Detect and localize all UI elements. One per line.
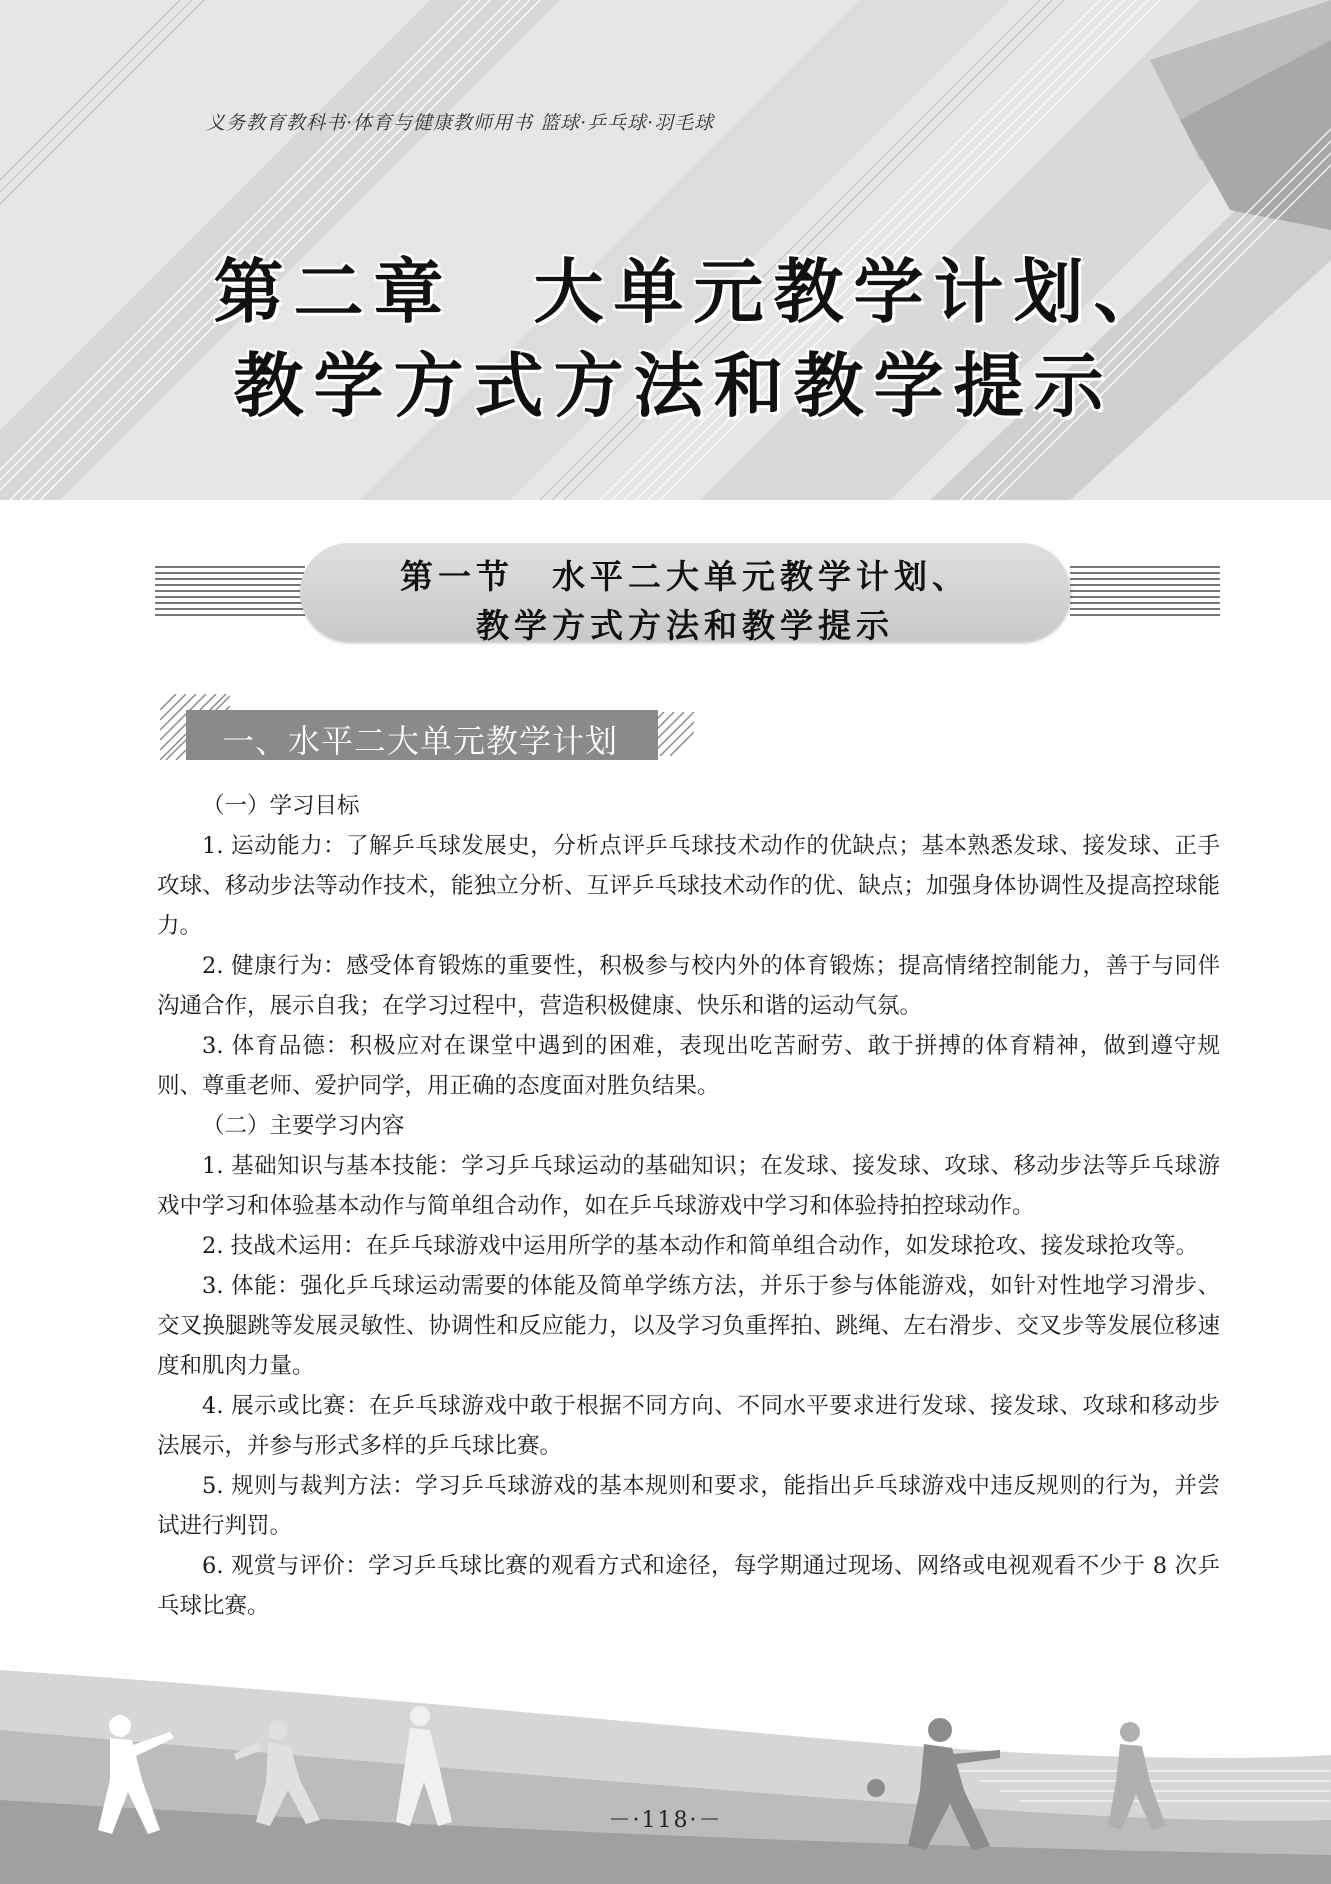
paragraph-tactics: 2. 技战术运用：在乒乓球游戏中运用所学的基本动作和简单组合动作，如发球抢攻、接发球抢攻等。 (202, 1233, 1199, 1259)
paragraph-health-behavior: 2. 健康行为：感受体育锻炼的重要性，积极参与校内外的体育锻炼；提高情绪控制能力，善于与同伴沟通合作，展示自我；在学习过程中，营造积极健康、快乐和谐的运动气氛。 (157, 953, 1220, 1019)
chapter-title-line-2: 教学方式方法和教学提示 (233, 344, 1114, 427)
section-title-line-2: 教学方式方法和教学提示 (476, 606, 894, 645)
section-title-stripes-left (155, 563, 305, 623)
book-series-header: 义务教育教科书·体育与健康教师用书 篮球·乒乓球·羽毛球 (206, 112, 715, 134)
section-title-stripes-right (1070, 563, 1220, 623)
paragraph-watching-evaluation: 6. 观赏与评价：学习乒乓球比赛的观看方式和途径，每学期通过现场、网络或电视观看不少于 8 次乒乓球比赛。 (157, 1553, 1220, 1619)
heading-learning-goals: （一）学习目标 (202, 793, 360, 819)
chapter-title-line-1: 第二章 大单元教学计划、 (213, 250, 1174, 333)
subsection-hatch-decoration-right (650, 712, 694, 756)
subsection-heading: 一、水平二大单元教学计划 (222, 722, 619, 760)
heading-main-content: （二）主要学习内容 (202, 1113, 405, 1139)
paragraph-competition: 4. 展示或比赛：在乒乓球游戏中敢于根据不同方向、不同水平要求进行发球、接发球、攻球和移动步法展示，并参与形式多样的乒乓球比赛。 (157, 1393, 1220, 1459)
footer-table-tennis-decoration (0, 1650, 1331, 1884)
page-number: －·118·－ (608, 1808, 723, 1833)
paragraph-basic-knowledge: 1. 基础知识与基本技能：学习乒乓球运动的基础知识；在发球、接发球、攻球、移动步法等乒乓球游戏中学习和体验基本动作与简单组合动作，如在乒乓球游戏中学习和体验持拍控球动作。 (157, 1153, 1220, 1219)
section-title-line-1: 第一节 水平二大单元教学计划、 (400, 557, 970, 596)
body-text (157, 786, 1220, 1626)
paragraph-sport-ability: 1. 运动能力：了解乒乓球发展史，分析点评乒乓球技术动作的优缺点；基本熟悉发球、接发球、正手攻球、移动步法等动作技术，能独立分析、互评乒乓球技术动作的优、缺点；加强身体协调性及提高控球能力。 (157, 833, 1220, 939)
paragraph-sport-morality: 3. 体育品德：积极应对在课堂中遇到的困难，表现出吃苦耐劳、敢于拼搏的体育精神，做到遵守规则、尊重老师、爱护同学，用正确的态度面对胜负结果。 (157, 1033, 1220, 1099)
paragraph-rules-refereeing: 5. 规则与裁判方法：学习乒乓球游戏的基本规则和要求，能指出乒乓球游戏中违反规则的行为，并尝试进行判罚。 (157, 1473, 1220, 1539)
paragraph-physical-fitness: 3. 体能：强化乒乓球运动需要的体能及简单学练方法，并乐于参与体能游戏，如针对性地学习滑步、交叉换腿跳等发展灵敏性、协调性和反应能力，以及学习负重挥拍、跳绳、左右滑步、交叉步等发展位移速度和肌肉力量。 (157, 1273, 1220, 1379)
